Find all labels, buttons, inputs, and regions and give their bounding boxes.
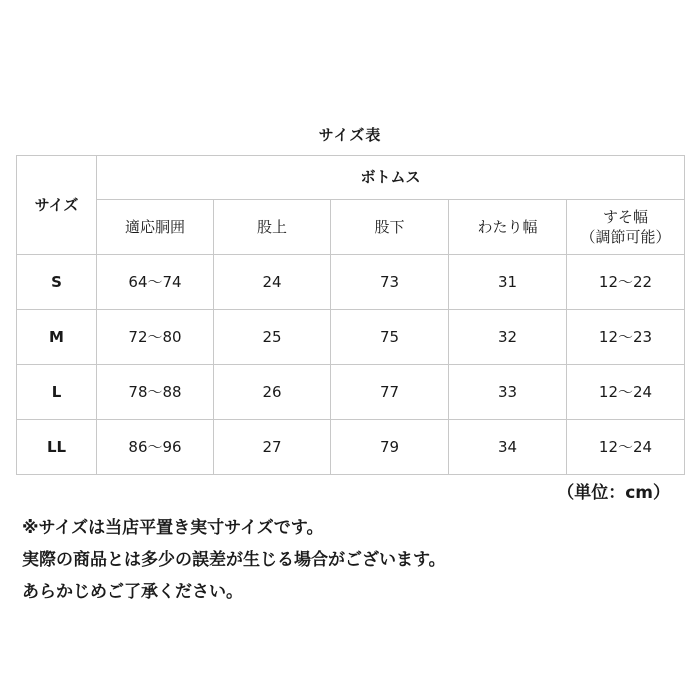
column-header-note: （調節可能）	[580, 228, 671, 246]
table-cell: 12〜24	[567, 365, 685, 420]
column-header: 適応胴囲	[97, 200, 214, 255]
note-line: ※サイズは当店平置き実寸サイズです。	[22, 518, 324, 538]
table-cell: 24	[214, 255, 331, 310]
table-cell: 79	[331, 420, 449, 475]
table-cell: 31	[449, 255, 567, 310]
table-row	[17, 310, 685, 365]
table-row	[17, 365, 685, 420]
table-cell: 12〜22	[567, 255, 685, 310]
table-cell: 27	[214, 420, 331, 475]
table-cell: 72〜80	[97, 310, 214, 365]
size-cell: M	[17, 310, 97, 365]
notes	[22, 512, 446, 608]
size-table	[16, 155, 685, 475]
size-cell: S	[17, 255, 97, 310]
column-header-label: すそ幅	[602, 207, 648, 226]
column-header: 股上	[214, 200, 331, 255]
table-cell: 73	[331, 255, 449, 310]
note-line: 実際の商品とは多少の誤差が生じる場合がございます。	[22, 550, 446, 570]
size-cell: L	[17, 365, 97, 420]
column-header: 股下	[331, 200, 449, 255]
table-cell: 75	[331, 310, 449, 365]
size-header: サイズ	[17, 156, 97, 255]
table-cell: 33	[449, 365, 567, 420]
column-header	[567, 200, 685, 255]
table-cell: 86〜96	[97, 420, 214, 475]
table-row	[17, 420, 685, 475]
table-cell: 12〜24	[567, 420, 685, 475]
table-cell: 26	[214, 365, 331, 420]
table-cell: 64〜74	[97, 255, 214, 310]
column-header: わたり幅	[449, 200, 567, 255]
note-line: あらかじめご了承ください。	[22, 582, 243, 602]
chart-title: サイズ表	[318, 126, 382, 144]
table-cell: 77	[331, 365, 449, 420]
table-cell: 12〜23	[567, 310, 685, 365]
table-cell: 34	[449, 420, 567, 475]
column-header-row	[17, 200, 685, 255]
table-cell: 78〜88	[97, 365, 214, 420]
unit-label: （単位：cm）	[557, 483, 670, 503]
table-cell: 25	[214, 310, 331, 365]
table-header-row	[17, 156, 685, 200]
size-cell: LL	[17, 420, 97, 475]
group-header: ボトムス	[97, 156, 685, 200]
table-row	[17, 255, 685, 310]
table-cell: 32	[449, 310, 567, 365]
